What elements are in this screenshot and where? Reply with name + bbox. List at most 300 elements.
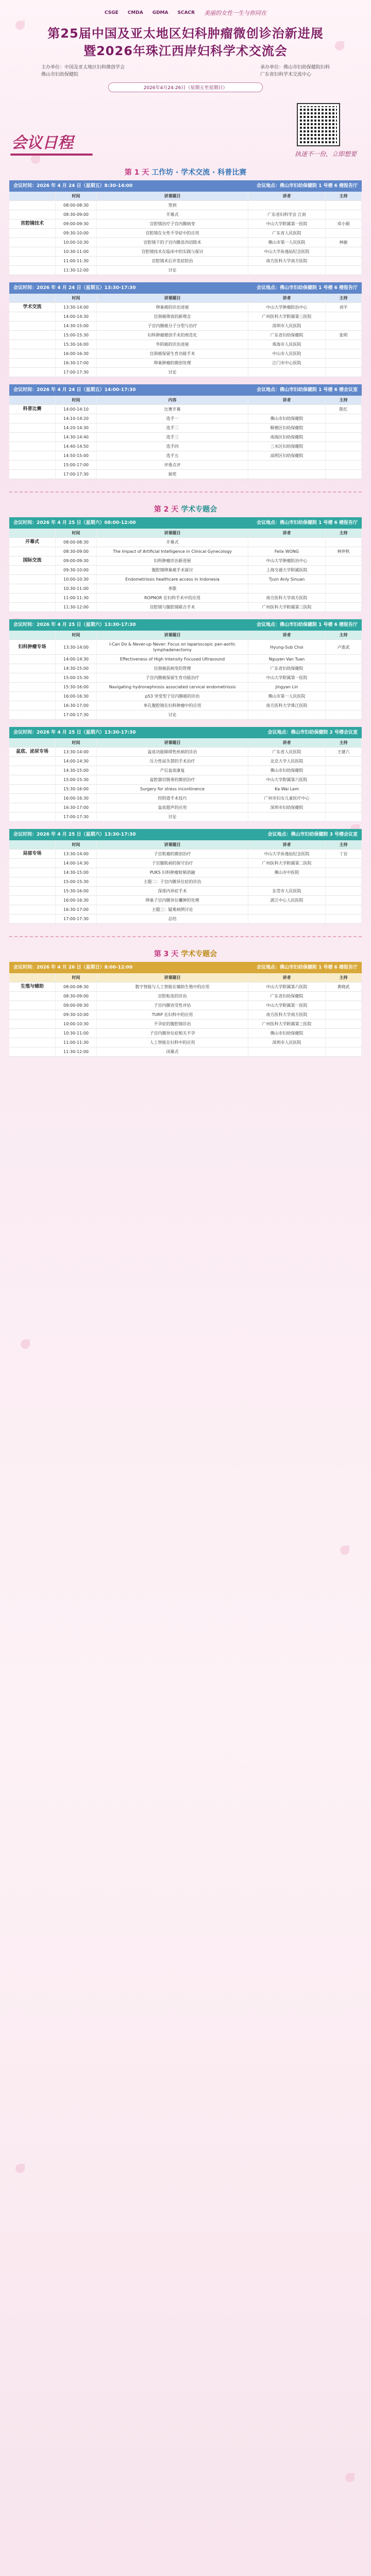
cell-chair: 卢淮武 [326, 640, 362, 655]
cell-time: 16:00-16:30 [56, 794, 97, 803]
cell-topic: 签到 [97, 201, 248, 210]
day-number: 第 2 天 [154, 505, 179, 514]
cell-chair [326, 655, 362, 664]
cell-topic: 开幕式 [97, 210, 248, 219]
cell-topic: 讨论 [97, 710, 248, 720]
cell-speaker [248, 266, 326, 275]
cell-speaker: 佛山市妇幼保健院 [248, 766, 326, 775]
cell-speaker: 中山大学附属第一医院 [248, 219, 326, 229]
cell-topic: 评委点评 [97, 461, 248, 470]
cell-speaker: 中山大学附属第一医院 [248, 1001, 326, 1010]
cell-topic: 闭幕式 [97, 1047, 248, 1057]
cell-chair [326, 603, 362, 612]
cell-group: 国际交流 [9, 556, 56, 566]
cell-chair: 丁岩 [326, 850, 362, 859]
cell-chair [326, 701, 362, 710]
cell-speaker: Hyung-Sub Choi [248, 640, 326, 655]
session-location: 会议地点：佛山市妇幼保健院 1 号楼 6 楼报告厅 [256, 622, 358, 628]
cell-speaker [248, 877, 326, 887]
organizers-left [41, 64, 125, 78]
cell-group [9, 785, 56, 794]
day-title [9, 946, 362, 962]
cell-speaker: 讲者 [248, 529, 326, 538]
cell-group: 妇科肿瘤专场 [9, 640, 56, 655]
cell-topic: 开幕式 [97, 538, 248, 547]
cell-speaker: 讲者 [248, 396, 326, 405]
cell-chair: 主持 [326, 840, 362, 850]
cell-speaker: 广东省妇幼保健院 [248, 664, 326, 673]
cell-time: 14:30-15:00 [56, 664, 97, 673]
cell-speaker: 讲者 [248, 840, 326, 850]
cell-time: 11:30-12:00 [56, 266, 97, 275]
cell-chair [326, 859, 362, 868]
cell-topic: p53 突变型子宫内膜癌的诊治 [97, 692, 248, 701]
cell-chair: 主持 [326, 973, 362, 982]
cell-time: 16:30-17:00 [56, 905, 97, 914]
cell-speaker: 中山市人民医院 [248, 349, 326, 359]
session-time: 会议时间：2026 年 4 月 25 日（星期六）13:30-17:30 [13, 622, 136, 628]
cell-group [9, 461, 56, 470]
cell-chair [326, 229, 362, 238]
cell-group: 盆底、泌尿专场 [9, 748, 56, 757]
session-location: 会议地点：佛山市妇幼保健院 1 号楼 6 楼报告厅 [256, 965, 358, 970]
cell-speaker [248, 470, 326, 479]
cell-speaker [248, 538, 326, 547]
cell-group [9, 992, 56, 1001]
schedule-table [9, 738, 362, 822]
cell-group [9, 470, 56, 479]
cell-topic: 子宫肌瘤的微创治疗 [97, 850, 248, 859]
cell-chair [326, 442, 362, 451]
cell-topic: 讨论 [97, 266, 248, 275]
cell-chair [326, 266, 362, 275]
schedule-table [9, 973, 362, 1057]
cell-chair: 主持 [326, 192, 362, 201]
session-header [9, 384, 362, 396]
cell-time: 16:00-16:30 [56, 692, 97, 701]
cell-topic: 产后盆底康复 [97, 766, 248, 775]
cell-speaker: 广州医科大学附属第三医院 [248, 312, 326, 321]
cell-group [9, 547, 56, 556]
cell-topic: Endometriosis healthcare access in Indonesia [97, 575, 248, 584]
cell-chair: 林敏 [326, 238, 362, 247]
cell-group: 宫腔镜技术 [9, 219, 56, 229]
cell-chair [326, 1038, 362, 1047]
cell-topic: 讲课题目 [97, 192, 248, 201]
cell-group [9, 331, 56, 340]
schedule-table [9, 529, 362, 612]
cell-group: 学术交流 [9, 303, 56, 312]
cell-time: 14:30-15:00 [56, 868, 97, 877]
cell-chair: 主持 [326, 529, 362, 538]
cell-topic: 宫腔镜治疗子宫内膜病变 [97, 219, 248, 229]
cell-time: 15:00-15:30 [56, 331, 97, 340]
cell-topic: 宫腔镜术后并发症防治 [97, 257, 248, 266]
cell-topic: 讲课题目 [97, 631, 248, 640]
cell-speaker: 三水区妇幼保健院 [248, 442, 326, 451]
cell-chair [326, 566, 362, 575]
session-header [9, 517, 362, 529]
cell-speaker: 江门市中心医院 [248, 359, 326, 368]
cell-topic: 主题二：子宫内膜异位症的诊治 [97, 877, 248, 887]
cell-topic: I-Can Do & Never-up Never: Focus on laparoscopic pan-aortic lymphadenectomy [97, 640, 248, 655]
cell-time: 08:30-09:00 [56, 547, 97, 556]
cell-group [9, 914, 56, 924]
cell-group [9, 692, 56, 701]
session-time: 会议时间：2026 年 4 月 26 日（星期日）8:00-12:00 [13, 965, 133, 970]
cell-chair [326, 461, 362, 470]
petal-decoration [345, 2473, 355, 2482]
cell-time: 09:30-10:00 [56, 1010, 97, 1020]
cell-time: 17:00-17:30 [56, 812, 97, 822]
agenda-page [0, 0, 371, 1064]
cell-time: 15:30-16:00 [56, 683, 97, 692]
cell-time: 11:00-11:30 [56, 257, 97, 266]
cell-group [9, 868, 56, 877]
cell-topic: 颁奖 [97, 470, 248, 479]
cell-group [9, 1001, 56, 1010]
cell-speaker: 中山大学孙逸仙纪念医院 [248, 247, 326, 257]
cell-topic: 盆底功能障碍性疾病的诊治 [97, 748, 248, 757]
cell-group [9, 359, 56, 368]
cell-time: 13:30-14:00 [56, 850, 97, 859]
session-time: 会议时间：2026 年 4 月 24 日（星期五）14:00-17:30 [13, 387, 136, 393]
cell-topic: 主题三：疑难病例讨论 [97, 905, 248, 914]
cell-chair [326, 757, 362, 766]
cell-topic: 讲课题目 [97, 738, 248, 748]
cell-chair [326, 766, 362, 775]
cell-topic: 宫腔镜下的子宫内膜息肉切除术 [97, 238, 248, 247]
slogan: 美丽的女性一生与你同在 [204, 10, 267, 16]
cell-time: 09:30-10:00 [56, 229, 97, 238]
cell-topic: PUKS 妇科肿瘤射频消融 [97, 868, 248, 877]
session-time: 会议时间：2026 年 4 月 24 日（星期五）8:30-14:00 [13, 183, 133, 189]
cell-speaker: 中山大学附属第六医院 [248, 982, 326, 992]
cell-topic: 宫腔粘连的诊治 [97, 992, 248, 1001]
cell-topic: 宫颈癌筛查的新理念 [97, 312, 248, 321]
cell-group [9, 803, 56, 812]
cell-chair [326, 201, 362, 210]
cell-time: 16:30-17:00 [56, 359, 97, 368]
cell-speaker [248, 914, 326, 924]
cell-speaker [248, 1047, 326, 1057]
cell-chair [326, 868, 362, 877]
cell-chair [326, 312, 362, 321]
cell-group [9, 1020, 56, 1029]
cell-time: 14:00-14:30 [56, 859, 97, 868]
cell-time: 14:10-14:20 [56, 414, 97, 423]
cell-speaker [248, 905, 326, 914]
cell-speaker [248, 710, 326, 720]
logo-3: GDMA [152, 10, 168, 15]
cell-topic: 深部内异症手术 [97, 887, 248, 896]
session-header [9, 282, 362, 294]
cell-group [9, 433, 56, 442]
days-container [0, 165, 371, 1064]
organizer-line: 主办单位：中国及亚太地区妇科微创学会 [41, 65, 125, 70]
cell-time: 时间 [56, 396, 97, 405]
cell-time: 08:00-08:30 [56, 538, 97, 547]
cell-chair: 陈红 [326, 405, 362, 414]
cell-chair [326, 210, 362, 219]
session-spacer [9, 479, 362, 486]
cell-chair: 邓小娟 [326, 219, 362, 229]
cell-time: 10:00-10:30 [56, 238, 97, 247]
cell-group [9, 294, 56, 303]
cell-group [9, 877, 56, 887]
cell-speaker: 佛山市妇幼保健院 [248, 1029, 326, 1038]
cell-speaker [248, 584, 326, 594]
title-line-1: 第25届中国及亚太地区妇科肿瘤微创诊治新进展 [47, 26, 324, 41]
cell-speaker: 讲者 [248, 192, 326, 201]
cell-group [9, 192, 56, 201]
cell-time: 09:00-09:30 [56, 1001, 97, 1010]
cell-time: 14:00-14:30 [56, 757, 97, 766]
cell-group: 科普比赛 [9, 405, 56, 414]
session-spacer [9, 275, 362, 282]
cell-topic: 子宫内膜异位症相关不孕 [97, 1029, 248, 1038]
cell-topic: 比赛开幕 [97, 405, 248, 414]
cell-topic: 盆底超声的应用 [97, 803, 248, 812]
cell-topic: 腹腔镜卵巢癌手术探讨 [97, 566, 248, 575]
cell-group: 生殖与辅助 [9, 982, 56, 992]
cell-group [9, 257, 56, 266]
logo-1: CSGE [104, 10, 119, 15]
session-spacer [9, 377, 362, 384]
cell-chair [326, 905, 362, 914]
cell-group [9, 451, 56, 461]
cell-time: 17:00-17:30 [56, 368, 97, 377]
day-section [9, 502, 362, 931]
cell-chair [326, 584, 362, 594]
cell-chair [326, 896, 362, 905]
cell-chair [326, 692, 362, 701]
cell-group [9, 840, 56, 850]
cell-time: 10:30-11:00 [56, 584, 97, 594]
cell-group: 局部专场 [9, 850, 56, 859]
cell-topic: 数字智能与人工智能在辅助生殖中的应用 [97, 982, 248, 992]
cell-speaker: 讲者 [248, 738, 326, 748]
cell-time: 14:40-14:50 [56, 442, 97, 451]
cell-chair: 张明 [326, 331, 362, 340]
cell-group [9, 896, 56, 905]
cell-group [9, 603, 56, 612]
cell-time: 09:00-09:30 [56, 556, 97, 566]
cell-speaker [248, 461, 326, 470]
cell-speaker: 广州医科大学附属第二医院 [248, 859, 326, 868]
cell-speaker: 南海区妇幼保健院 [248, 433, 326, 442]
cell-chair: 主持 [326, 631, 362, 640]
day-section [9, 946, 362, 1064]
cell-topic: 外阴癌的诊治进展 [97, 340, 248, 349]
cell-group [9, 812, 56, 822]
cell-group [9, 631, 56, 640]
cell-topic: 宫腔镜在女性不孕症中的应用 [97, 229, 248, 238]
cell-group [9, 575, 56, 584]
cell-topic: 讨论 [97, 368, 248, 377]
cell-time: 16:00-16:30 [56, 896, 97, 905]
cell-chair [326, 414, 362, 423]
cell-topic: 选手一 [97, 414, 248, 423]
cell-chair: 黄晓武 [326, 982, 362, 992]
cell-time: 17:00-17:30 [56, 914, 97, 924]
cell-topic: 宫腔镜与腹腔镜联合手术 [97, 603, 248, 612]
cell-speaker: 珠海市人民医院 [248, 340, 326, 349]
cell-time: 15:00-15:30 [56, 877, 97, 887]
organizers [0, 60, 371, 78]
petal-decoration [340, 1546, 349, 1555]
cell-speaker: 南方医科大学南方医院 [248, 257, 326, 266]
cell-topic: ROPNOR 在妇科手术中的应用 [97, 594, 248, 603]
cell-speaker: 深圳市妇幼保健院 [248, 803, 326, 812]
cell-chair [326, 803, 362, 812]
cell-chair [326, 349, 362, 359]
date-pill: 2026年4月24-26日（星期五至星期日） [108, 82, 263, 92]
cell-topic: The Impact of Artificial Intelligence in Clinical Gynecology [97, 547, 248, 556]
cell-group [9, 396, 56, 405]
cell-chair [326, 887, 362, 896]
day-title [9, 165, 362, 180]
organizers-right [260, 64, 330, 78]
cell-time: 时间 [56, 631, 97, 640]
cell-group [9, 368, 56, 377]
cell-speaker: 南方医科大学珠江医院 [248, 701, 326, 710]
cell-group [9, 664, 56, 673]
cell-group [9, 210, 56, 219]
cell-speaker: 讲者 [248, 294, 326, 303]
cell-group [9, 673, 56, 683]
cell-topic: 妇科肿瘤微创手术的规范化 [97, 331, 248, 340]
cell-time: 时间 [56, 973, 97, 982]
cell-chair [326, 340, 362, 349]
session-location: 会议地点：佛山市妇幼保健院 1 号楼 6 楼报告厅 [256, 183, 358, 189]
day-number: 第 3 天 [154, 950, 179, 958]
cell-chair [326, 1001, 362, 1010]
cell-group [9, 738, 56, 748]
cell-group [9, 1047, 56, 1057]
cell-time: 15:00-15:30 [56, 775, 97, 785]
session-time: 会议时间：2026 年 4 月 25 日（星期六）13:30-17:30 [13, 730, 136, 735]
cell-time: 14:50-15:00 [56, 451, 97, 461]
cell-time: 08:00-08:30 [56, 982, 97, 992]
cell-topic: 子宫内膜癌保留生育功能治疗 [97, 673, 248, 683]
cell-topic: 盆腔器官脱垂的微创治疗 [97, 775, 248, 785]
cell-time: 11:00-11:30 [56, 594, 97, 603]
cell-time: 时间 [56, 840, 97, 850]
cell-group [9, 775, 56, 785]
cell-speaker: 中山大学附属第一医院 [248, 673, 326, 683]
cell-chair [326, 775, 362, 785]
cell-chair [326, 812, 362, 822]
organizer-line: 承办单位：佛山市妇幼保健院妇科 [260, 65, 330, 70]
cell-group [9, 584, 56, 594]
cell-speaker: 东莞市人民医院 [248, 887, 326, 896]
cell-chair [326, 1020, 362, 1029]
cell-speaker: 中山大学孙逸仙纪念医院 [248, 850, 326, 859]
cell-speaker: Jingyan Lin [248, 683, 326, 692]
cell-topic: Navigating hydronephrosis associated cervical endometriosis [97, 683, 248, 692]
cell-time: 14:00-14:30 [56, 312, 97, 321]
cell-topic: 总结 [97, 914, 248, 924]
schedule-table [9, 192, 362, 275]
session-location: 会议地点：佛山市妇幼保健院 1 号楼 6 楼报告厅 [256, 285, 358, 291]
cell-time: 13:30-14:00 [56, 303, 97, 312]
cell-group [9, 1038, 56, 1047]
cell-speaker: Nguyen Van Tuan [248, 655, 326, 664]
cell-group [9, 710, 56, 720]
cell-chair: 主持 [326, 396, 362, 405]
cell-chair [326, 594, 362, 603]
cell-time: 14:00-14:10 [56, 405, 97, 414]
cell-group [9, 247, 56, 257]
cell-speaker: 讲者 [248, 631, 326, 640]
agenda-title: 会议日程 [11, 134, 73, 152]
cell-topic: 宫颈癌保留生育功能手术 [97, 349, 248, 359]
cell-speaker [248, 812, 326, 822]
cell-group [9, 238, 56, 247]
cell-chair [326, 992, 362, 1001]
cell-speaker: 佛山市中医院 [248, 868, 326, 877]
cell-chair [326, 664, 362, 673]
cell-group [9, 973, 56, 982]
cell-chair [326, 877, 362, 887]
agenda-band [0, 118, 371, 165]
cell-speaker: 广州医科大学附属第三医院 [248, 1020, 326, 1029]
cell-speaker: 广东省人民医院 [248, 748, 326, 757]
cell-chair: 主持 [326, 738, 362, 748]
cell-chair [326, 321, 362, 331]
cell-chair: 主持 [326, 294, 362, 303]
cell-speaker: 顺德区妇幼保健院 [248, 423, 326, 433]
day-number: 第 1 天 [124, 168, 149, 177]
session-header [9, 180, 362, 192]
cell-topic: 卵巢癌的诊治进展 [97, 303, 248, 312]
cell-topic: 选手四 [97, 442, 248, 451]
schedule-table [9, 840, 362, 924]
session-time: 会议时间：2026 年 4 月 24 日（星期五）13:30-17:30 [13, 285, 136, 291]
session-spacer [9, 720, 362, 727]
cell-group [9, 414, 56, 423]
cell-topic: 讨论 [97, 812, 248, 822]
session-header [9, 619, 362, 631]
schedule-table [9, 631, 362, 720]
title-line-2: 暨2026年珠江西岸妇科学术交流会 [83, 44, 288, 58]
cell-chair [326, 423, 362, 433]
cell-group [9, 423, 56, 433]
cell-chair: 刘平 [326, 303, 362, 312]
cell-topic: 选手二 [97, 423, 248, 433]
cell-speaker [248, 201, 326, 210]
session-header [9, 727, 362, 738]
cell-group [9, 905, 56, 914]
motto: 执迷不一份，立即想要 [294, 150, 357, 158]
cell-topic: 经阴道手术技巧 [97, 794, 248, 803]
cell-topic: 选手三 [97, 433, 248, 442]
cell-speaker [248, 405, 326, 414]
day-separator [9, 492, 362, 497]
cell-time: 10:00-10:30 [56, 1020, 97, 1029]
cell-speaker: 湛江中心人民医院 [248, 896, 326, 905]
cell-time: 13:30-14:00 [56, 640, 97, 655]
cell-speaker: 中山大学肿瘤防治中心 [248, 303, 326, 312]
cell-speaker: 佛山市第一人民医院 [248, 238, 326, 247]
cell-speaker: Ka Wai Lam [248, 785, 326, 794]
session-location: 会议地点：佛山市妇幼保健院 2 号楼会议室 [267, 730, 358, 735]
cell-speaker: 广东省妇幼保健院 [248, 992, 326, 1001]
cell-chair [326, 538, 362, 547]
cell-speaker: 深圳市人民医院 [248, 321, 326, 331]
cell-topic: 卵巢子宫内膜异位囊肿的处理 [97, 896, 248, 905]
